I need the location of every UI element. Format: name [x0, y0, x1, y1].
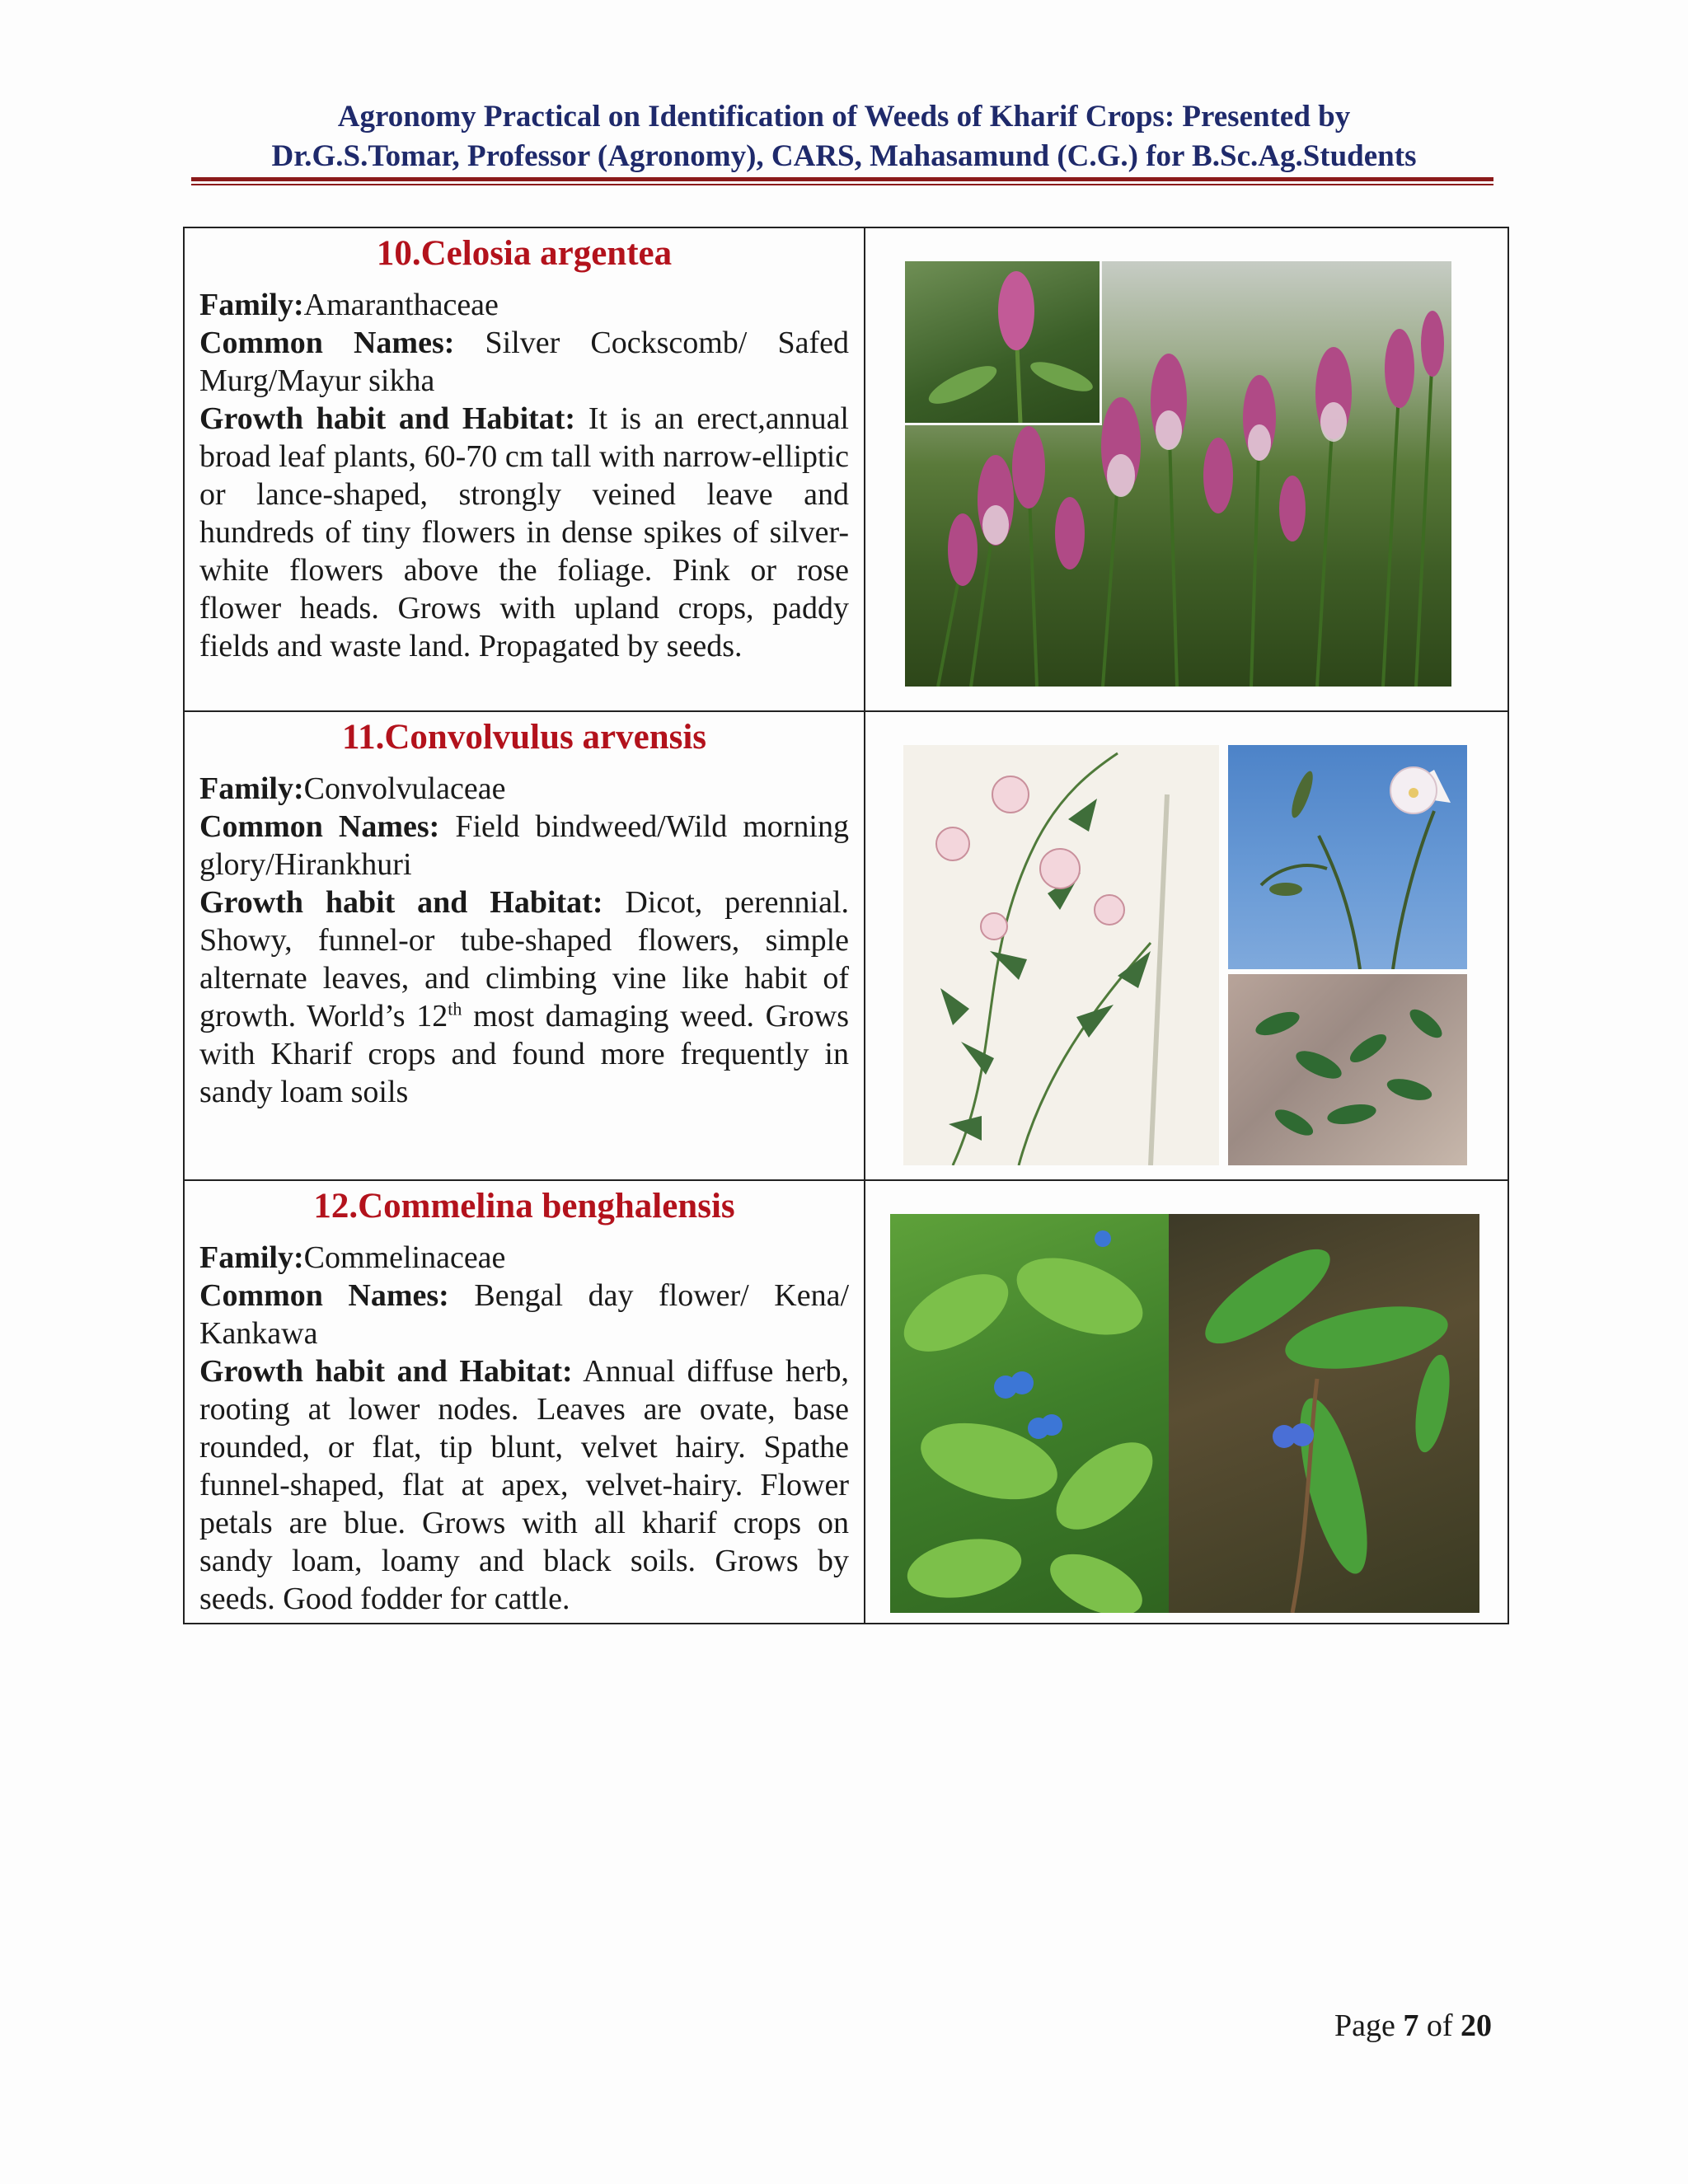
weed-row: [184, 711, 1508, 1180]
weed-title: 12.Commelina benghalensis: [313, 1187, 735, 1226]
common-names: [199, 808, 849, 883]
common-names: [199, 324, 849, 400]
family-label: Family:: [199, 288, 304, 322]
family-line: [199, 770, 849, 808]
common-names-label: Common Names:: [199, 809, 440, 844]
header-line-2: Dr.G.S.Tomar, Professor (Agronomy), CARS, Mahasamund (C.G.) for B.Sc.Ag.Students: [271, 139, 1417, 173]
weed-text-cell: [184, 711, 865, 1180]
weed-row: [184, 1180, 1508, 1624]
weed-text-cell: [184, 1180, 865, 1624]
weed-row: [184, 227, 1508, 711]
common-names-label: Common Names:: [199, 1278, 449, 1313]
family-label: Family:: [199, 1240, 304, 1275]
superscript: th: [448, 998, 462, 1019]
page-of: of: [1418, 2008, 1461, 2043]
common-names-value: Silver Cockscomb/ Safed Murg/Mayur sikha: [199, 326, 849, 398]
common-names-value: Field bindweed/Wild morning glory/Hirankhuri: [199, 809, 849, 882]
celosia-inset-photo: [905, 261, 1102, 425]
weed-title: 11.Convolvulus arvensis: [341, 718, 707, 757]
family-value: Commelinaceae: [303, 1240, 506, 1275]
growth-habit: [199, 1352, 849, 1618]
page-total: 20: [1461, 2008, 1492, 2043]
page-number: [1269, 2007, 1492, 2045]
growth-habit-label: Growth habit and Habitat:: [199, 885, 603, 920]
common-names: [199, 1277, 849, 1352]
weed-image-cell: [865, 711, 1508, 1180]
commelina-leaves-photo: [890, 1214, 1169, 1613]
common-names-value: Bengal day flower/ Kena/ Kankawa: [199, 1278, 849, 1351]
family-value: Convolvulaceae: [303, 771, 506, 806]
growth-habit: [199, 883, 849, 1111]
growth-habit-label: Growth habit and Habitat:: [199, 1354, 573, 1389]
growth-habit-value-a: Dicot, perennial. Showy, funnel-or tube-shaped flowers, simple alternate leaves, and climbing vine like habit of growth. World’s 12: [199, 885, 849, 1033]
growth-habit-value: Annual diffuse herb, rooting at lower nodes. Leaves are ovate, base rounded, or flat, tip blunt, velvet hairy. Spathe funnel-shaped, flat at apex, velvet-hairy. Flower petals are blue. Grows with all kharif crops on sandy loam, loamy and black soils. Grows by seeds. Good fodder for cattle.: [199, 1354, 849, 1616]
common-names-label: Common Names:: [199, 326, 455, 360]
convolvulus-flower-photo: [1228, 745, 1467, 969]
growth-habit-value-b: most damaging weed. Grows with Kharif crops and found more frequently in sandy loam soils: [199, 999, 849, 1109]
weeds-table: [183, 227, 1509, 1624]
weed-image-cell: [865, 1180, 1508, 1624]
weed-image-cell: [865, 227, 1508, 711]
header-line-1: Agronomy Practical on Identification of Weeds of Kharif Crops: Presented by: [337, 100, 1351, 134]
growth-habit: [199, 400, 849, 665]
header-rule-thick: [191, 177, 1493, 181]
convolvulus-illustration: [903, 745, 1219, 1165]
family-value: Amaranthaceae: [303, 288, 499, 322]
growth-habit-label: Growth habit and Habitat:: [199, 401, 576, 436]
weed-title: 10.Celosia argentea: [376, 234, 673, 273]
document-header: [0, 97, 1688, 176]
family-label: Family:: [199, 771, 304, 806]
convolvulus-ground-photo: [1228, 974, 1467, 1165]
family-line: [199, 286, 849, 324]
header-rule-thin: [191, 184, 1493, 185]
page-current: 7: [1403, 2008, 1419, 2043]
growth-habit-value: It is an erect,annual broad leaf plants, 60-70 cm tall with narrow-elliptic or lance-shaped, strongly veined leave and hundreds of tiny flowers in dense spikes of silver-white flowers above the foliage. Pink or rose flower heads. Grows with upland crops, paddy fields and waste land. Propagated by seeds.: [199, 401, 849, 663]
commelina-plant-photo: [1169, 1214, 1479, 1613]
weed-text-cell: [184, 227, 865, 711]
family-line: [199, 1239, 849, 1277]
page-prefix: Page: [1334, 2008, 1404, 2043]
